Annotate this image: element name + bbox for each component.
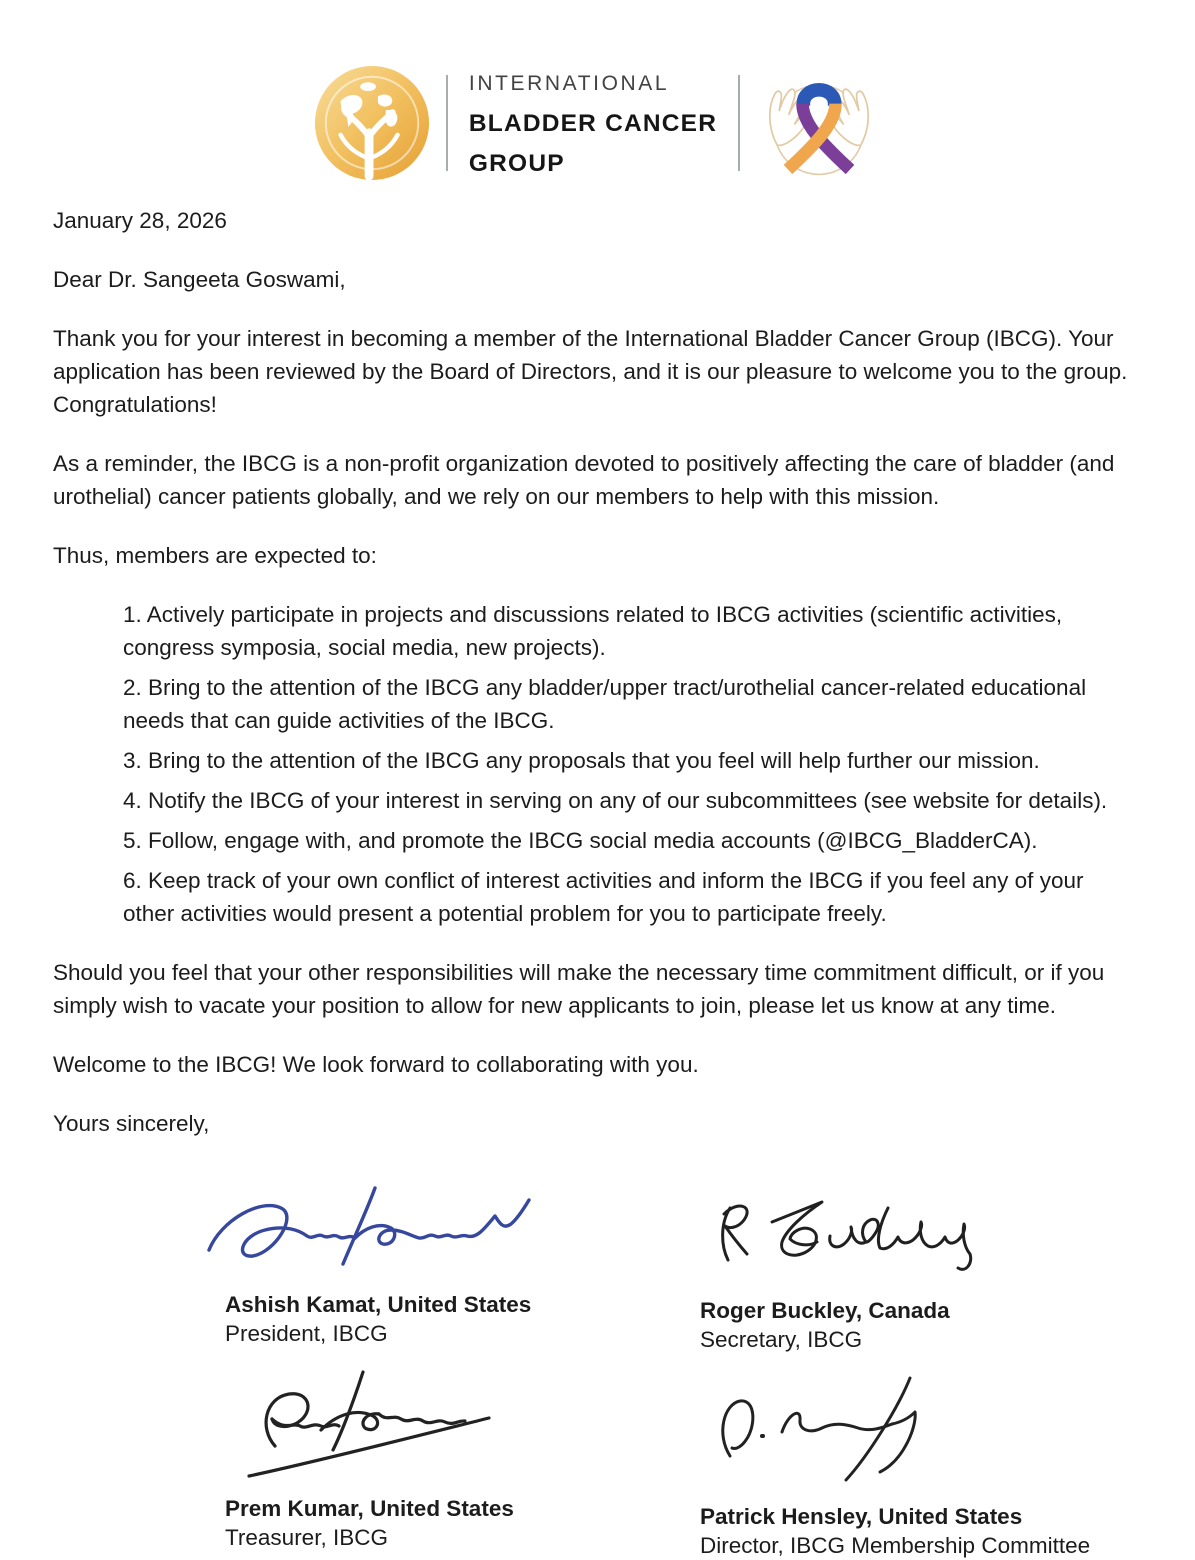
signature-block	[225, 1178, 1143, 1560]
org-name-line2: BLADDER CANCER	[468, 109, 718, 137]
signature-patrick-hensley	[700, 1372, 950, 1494]
list-item: 6. Keep track of your own conflict of interest activities and inform the IBCG if you feel any of your other activities would present a potential problem for you to participate freely.	[123, 868, 1084, 926]
signatory-title: Director, IBCG Membership Committee	[700, 1533, 1091, 1558]
paragraph-reminder: As a reminder, the IBCG is a non-profit organization devoted to positively affecting the care of bladder (and urothelial) cancer patients globally, and we rely on our members to help with this mission.	[53, 451, 1115, 509]
org-name-line1: INTERNATIONAL	[468, 71, 670, 95]
signatory-name: Patrick Hensley, United States	[700, 1504, 1023, 1529]
signatory-roger-buckley	[700, 1178, 1140, 1354]
list-item: 1. Actively participate in projects and discussions related to IBCG activities (scientific activities, congress symposia, social media, new projects).	[123, 602, 1063, 660]
signatory-patrick-hensley	[700, 1364, 1140, 1560]
signatory-name: Roger Buckley, Canada	[700, 1298, 950, 1323]
org-logo	[53, 0, 1143, 190]
list-item: 4. Notify the IBCG of your interest in serving on any of our subcommittees (see website for details).	[123, 788, 1108, 813]
paragraph-thank-you: Thank you for your interest in becoming a member of the International Bladder Cancer Group (IBCG). Your application has been reviewed by the Board of Directors, and it is our pleasure to welcome you to the group. Congratulations!	[53, 326, 1128, 417]
expectations-list	[123, 598, 1113, 930]
org-name	[463, 67, 723, 180]
letter-body	[53, 204, 1143, 1140]
hands-ribbon-icon	[755, 60, 883, 186]
signature-prem-kumar	[233, 1364, 513, 1486]
logo-divider-left	[446, 75, 448, 171]
signature-ashish-kamat	[203, 1178, 533, 1282]
list-item: 3. Bring to the attention of the IBCG any proposals that you feel will help further our mission.	[123, 748, 1040, 773]
signatory-title: President, IBCG	[225, 1321, 388, 1346]
signature-roger-buckley	[700, 1184, 1000, 1288]
paragraph-time-commitment: Should you feel that your other responsibilities will make the necessary time commitment difficult, or if you simply wish to vacate your position to allow for new applicants to join, please let us know at any time.	[53, 960, 1105, 1018]
signatory-title: Treasurer, IBCG	[225, 1525, 388, 1550]
valediction: Yours sincerely,	[53, 1111, 210, 1136]
paragraph-expectations-intro: Thus, members are expected to:	[53, 543, 377, 568]
paragraph-welcome: Welcome to the IBCG! We look forward to collaborating with you.	[53, 1052, 699, 1077]
list-item: 2. Bring to the attention of the IBCG any bladder/upper tract/urothelial cancer-related educational needs that can guide activities of the IBCG.	[123, 675, 1087, 733]
org-name-line3: GROUP	[468, 149, 565, 177]
signatory-name: Prem Kumar, United States	[225, 1496, 514, 1521]
salutation: Dear Dr. Sangeeta Goswami,	[53, 267, 346, 292]
signatory-name: Ashish Kamat, United States	[225, 1292, 532, 1317]
list-item: 5. Follow, engage with, and promote the IBCG social media accounts (@IBCG_BladderCA).	[123, 828, 1038, 853]
letter-date: January 28, 2026	[53, 208, 227, 233]
globe-icon	[313, 63, 431, 183]
signatory-ashish-kamat	[225, 1178, 700, 1354]
logo-divider-right	[738, 75, 740, 171]
signatory-prem-kumar	[225, 1364, 700, 1560]
signatory-title: Secretary, IBCG	[700, 1327, 863, 1352]
